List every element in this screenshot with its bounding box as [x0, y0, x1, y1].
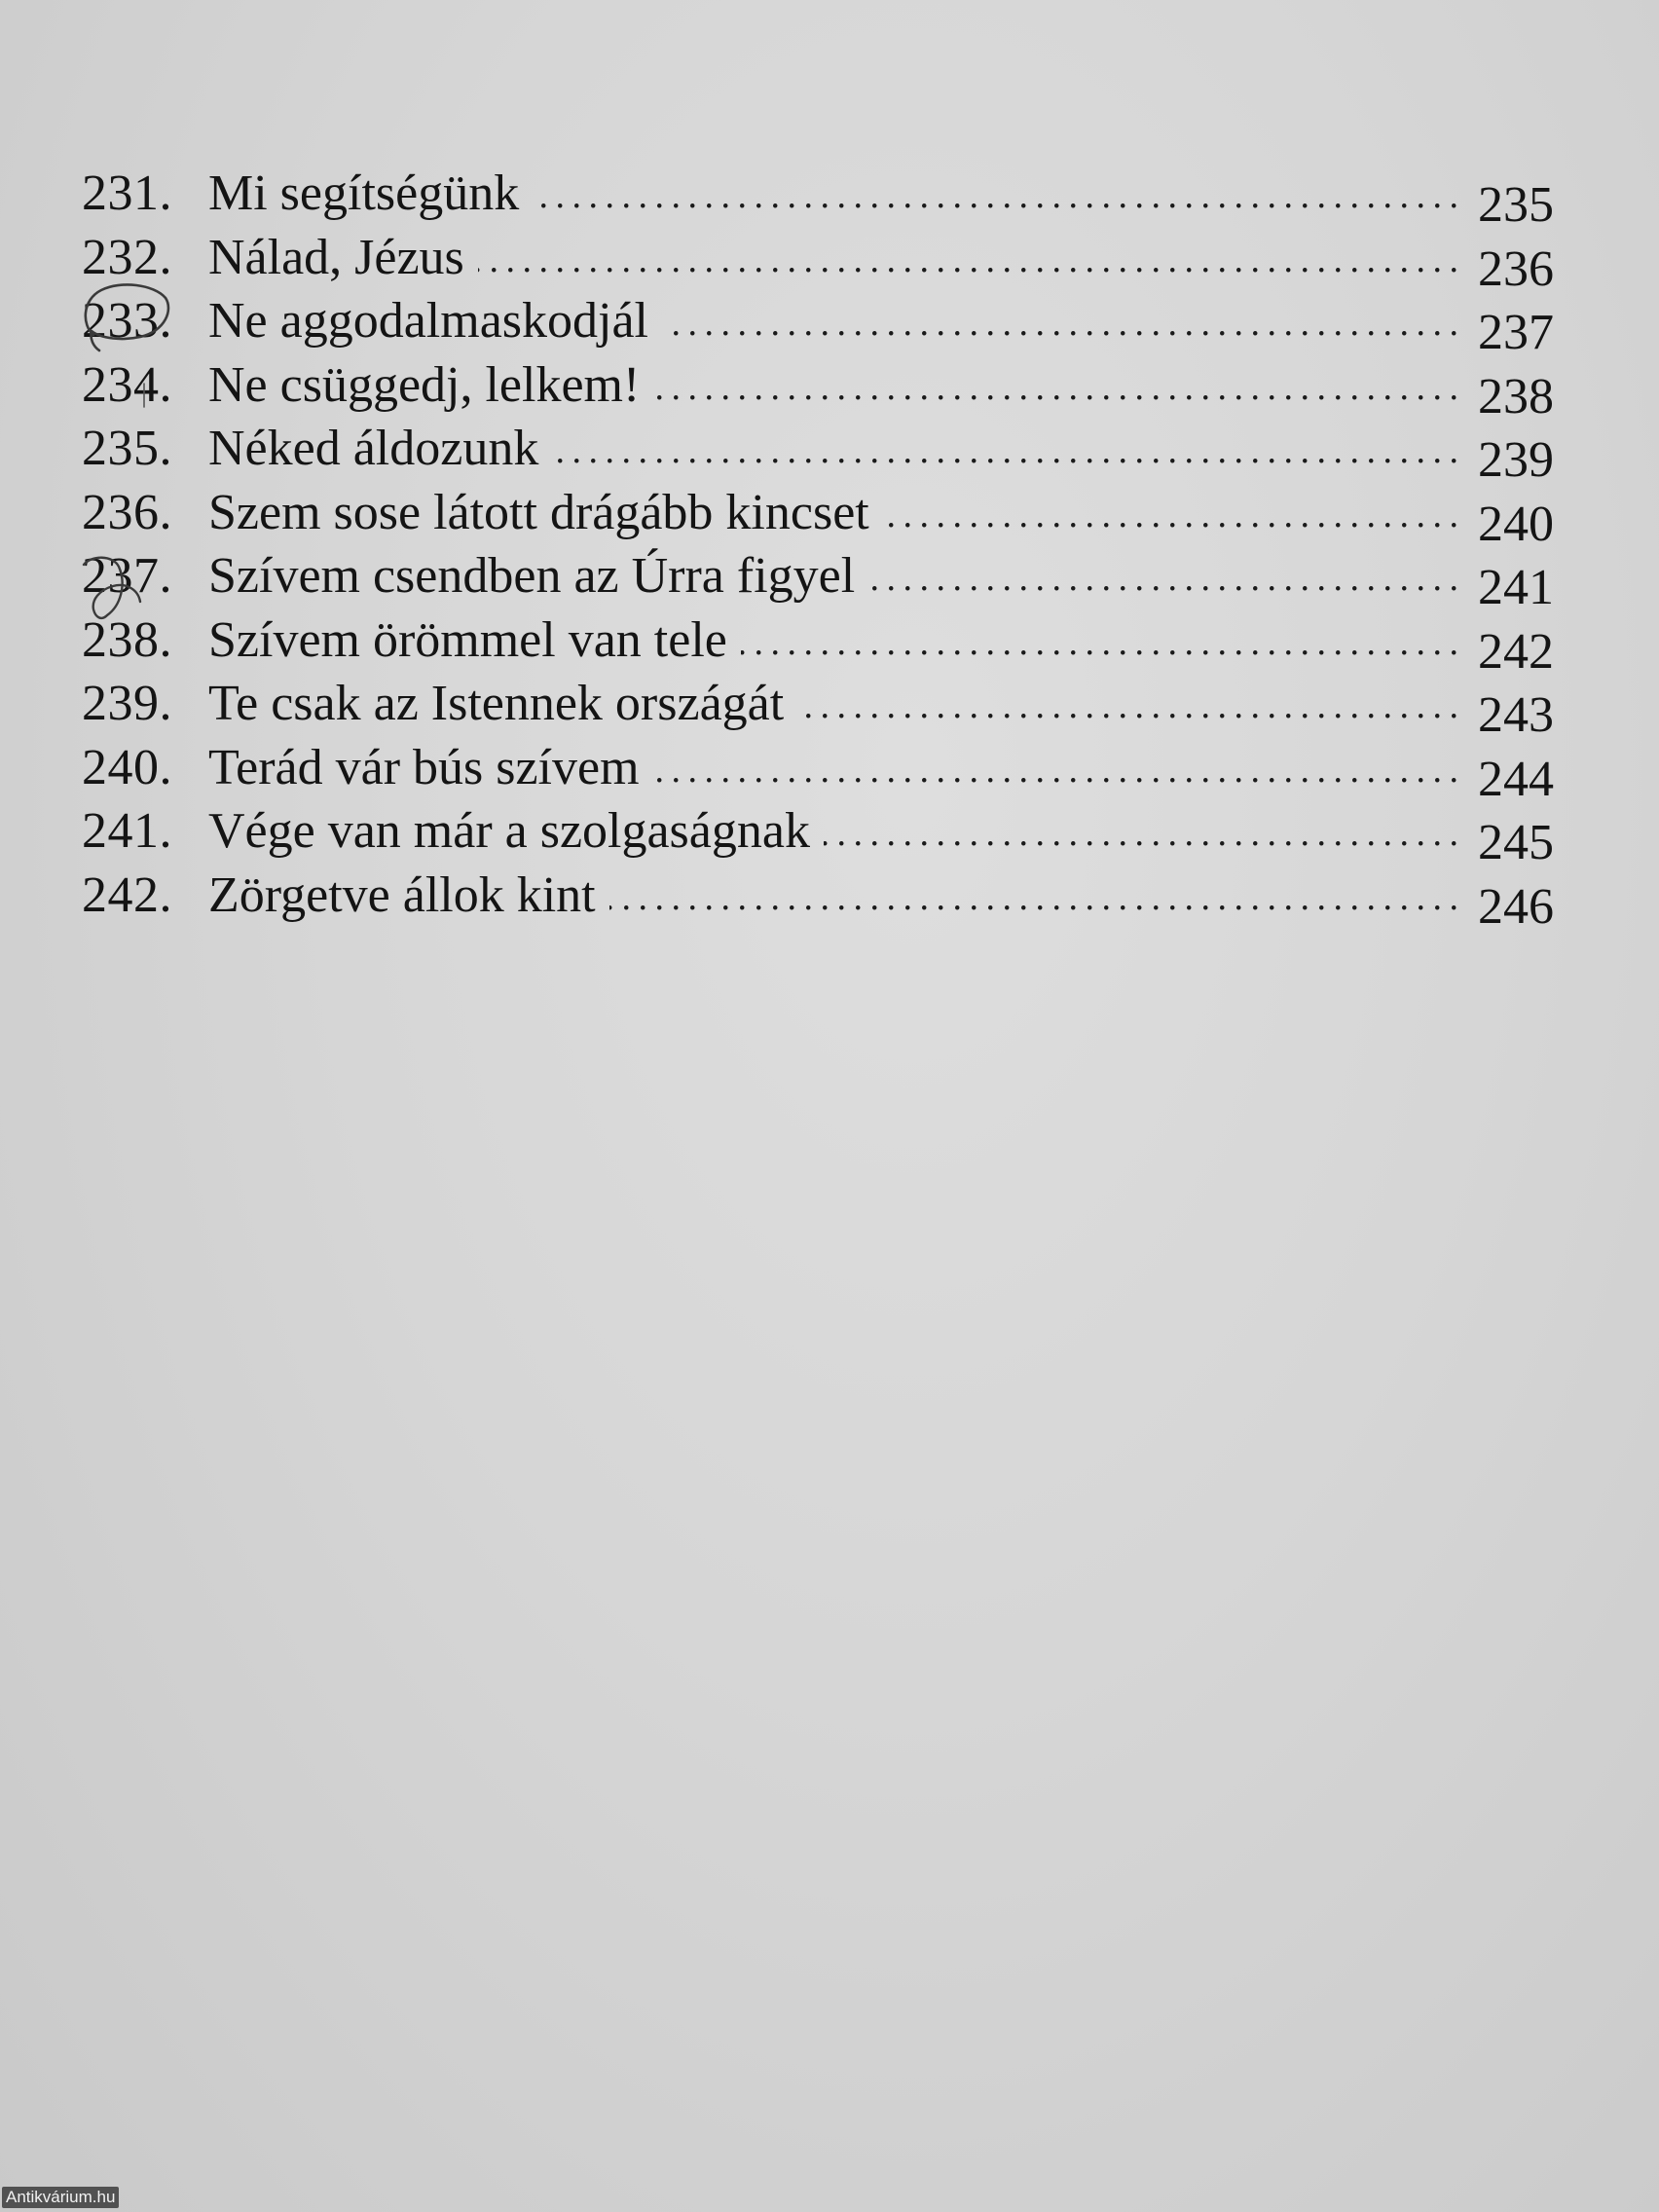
toc-entry — [82, 672, 1554, 743]
dot-leader — [824, 802, 1458, 866]
toc-entry-number: 237. — [82, 548, 172, 604]
dot-leader — [883, 484, 1458, 547]
toc-entry-number: 242. — [82, 866, 172, 923]
dot-leader — [552, 420, 1458, 483]
toc-entry-number: 240. — [82, 739, 172, 795]
dot-leader — [741, 611, 1458, 675]
table-of-contents — [82, 162, 1554, 935]
toc-entry — [82, 481, 1554, 552]
toc-entry-number: 241. — [82, 803, 172, 859]
toc-entry-title: Szem sose látott drágább kincset — [208, 484, 869, 540]
toc-entry-title: Mi segítségünk — [208, 166, 520, 221]
dot-leader — [868, 547, 1458, 610]
toc-entry-number: 239. — [82, 676, 172, 731]
toc-entry-number: 234. — [82, 356, 172, 413]
toc-entry-title: Zörgetve állok kint — [208, 866, 596, 923]
toc-entry-title: Vége van már a szolgaságnak — [208, 803, 810, 859]
dot-leader — [653, 356, 1458, 420]
toc-entry — [82, 353, 1554, 424]
toc-entry — [82, 799, 1554, 870]
dot-leader — [662, 292, 1458, 355]
toc-entry-number: 235. — [82, 421, 172, 476]
toc-entry-page: 242 — [1478, 623, 1554, 680]
toc-entry-page: 238 — [1478, 368, 1554, 424]
toc-entry-title: Ne aggodalmaskodjál — [208, 293, 648, 349]
toc-entry — [82, 608, 1554, 680]
toc-entry-title: Szívem örömmel van tele — [208, 611, 727, 668]
toc-entry-title: Néked áldozunk — [208, 421, 539, 476]
toc-entry-number: 236. — [82, 484, 172, 540]
toc-entry-number: 232. — [82, 229, 172, 285]
toc-entry — [82, 736, 1554, 807]
toc-entry-page: 246 — [1478, 878, 1554, 935]
dot-leader — [653, 739, 1458, 802]
toc-entry-page: 235 — [1478, 177, 1554, 233]
toc-entry — [82, 544, 1554, 615]
toc-entry-title: Terád vár bús szívem — [208, 739, 640, 795]
dot-leader — [797, 675, 1458, 738]
toc-entry-page: 243 — [1478, 687, 1554, 743]
toc-entry-number: 231. — [82, 166, 172, 221]
toc-entry-number: 233. — [82, 293, 172, 349]
toc-entry — [82, 864, 1554, 935]
toc-entry-number: 238. — [82, 611, 172, 668]
toc-entry-page: 245 — [1478, 815, 1554, 870]
toc-entry-page: 236 — [1478, 240, 1554, 297]
toc-entry-page: 239 — [1478, 432, 1554, 488]
dot-leader — [478, 229, 1458, 292]
toc-entry — [82, 162, 1554, 233]
toc-entry-page: 237 — [1478, 305, 1554, 360]
toc-entry-page: 240 — [1478, 496, 1554, 552]
toc-entry-title: Ne csüggedj, lelkem! — [208, 356, 641, 413]
toc-entry-title: Szívem csendben az Úrra figyel — [208, 548, 856, 604]
dot-leader — [609, 866, 1458, 930]
toc-entry-page: 241 — [1478, 560, 1554, 615]
toc-entry-title: Nálad, Jézus — [208, 229, 464, 285]
watermark: Antikvárium.hu — [2, 2187, 119, 2208]
dot-leader — [533, 165, 1458, 228]
toc-entry — [82, 417, 1554, 488]
toc-entry — [82, 226, 1554, 297]
toc-entry-page: 244 — [1478, 751, 1554, 807]
toc-entry — [82, 289, 1554, 360]
toc-entry-title: Te csak az Istennek országát — [208, 676, 785, 731]
